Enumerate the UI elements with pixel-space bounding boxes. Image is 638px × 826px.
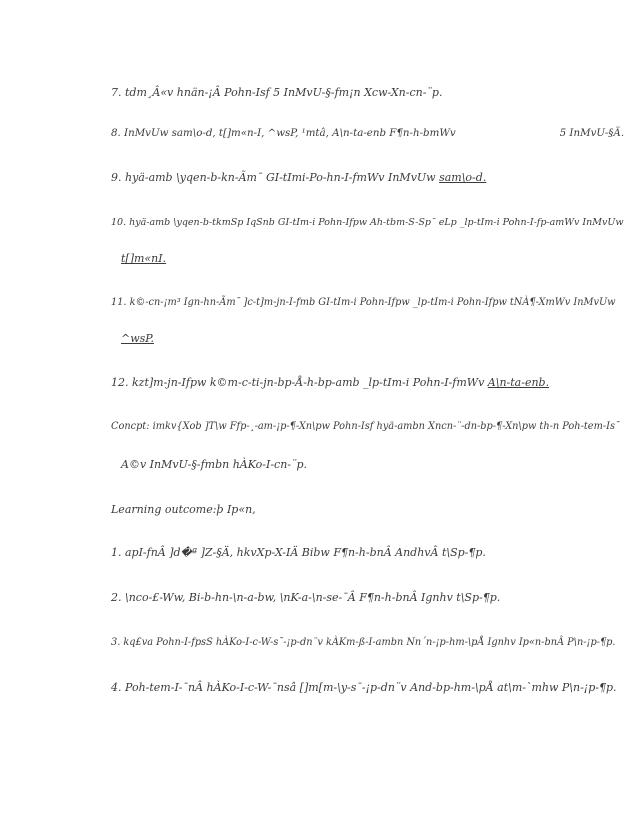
item-8-tail: 5 InMvU-§Ä. — [559, 127, 625, 139]
item-10: 10. hyä-amb \yqen-b-tkmSp IqSnb GI-tIm-i Pohn-Ifpw Ah-tbm-S-Sp¯ eLp _lp-tIm-i Pohn-I-fp-amWv InMvUw — [111, 217, 624, 228]
outcome-3: 3. kq£va Pohn-I-fpsS hÀKo-I-c-W-s¯-¡p-dn¨v kÀKm-ß-I-ambn Nn´n-¡p-hm-\pÅ Ignhv Ip«n-bnÂ P\n-¡p-¶p. — [111, 637, 616, 648]
outcome-2: 2. \nco-£-Ww, Bi-b-hn-\n-a-bw, \nK-a-\n-se-¯Â F¶n-h-bnÂ Ignhv t\Sp-¶p. — [111, 591, 501, 604]
outcome-1: 1. apI-fnÂ ]d�ª ]Z-§Ä, hkvXp-X-IÄ Bibw F¶n-h-bnÂ AndhvÂ t\Sp-¶p. — [111, 546, 486, 559]
outcome-4: 4. Poh-tem-I-¯nÂ hÀKo-I-c-W-¯nsâ []m[m-\y-s¯-¡p-dn¨v And-bp-hm-\pÅ at\m-`mhw P\n-¡p-¶p. — [111, 681, 617, 694]
item-11-term: ^wsP. — [121, 332, 154, 345]
item-9-text: 9. hyä-amb \yqen-b-kn-Ãm¯ GI-tImi-Po-hn-I-fmWv InMvUw — [111, 171, 440, 184]
concept-line-1: Concpt: imkv{Xob ]T\w Ffp-¸-am-¡p-¶-Xn\pw Pohn-Isf hyä-ambn Xncn-¨-dn-bp-¶-Xn\pw th-n Poh-tem-Is¯ — [111, 421, 620, 432]
item-12-term: A\n-ta-enb. — [487, 376, 550, 389]
item-8 — [111, 126, 624, 140]
learning-outcome-heading: Learning outcome:þ Ip«n, — [111, 503, 256, 516]
item-12-text: 12. kzt]m-jn-Ifpw k©m-c-ti-jn-bp-Å-h-bp-amb _lp-tIm-i Pohn-I-fmWv — [111, 376, 488, 389]
item-11: 11. k©-cn-¡m³ Ign-hn-Ãm¯ ]c-t]m-jn-I-fmb GI-tIm-i Pohn-Ifpw _lp-tIm-i Pohn-Ifpw tNÀ¶-XmWv InMvUw — [111, 297, 616, 308]
item-8-text: 8. InMvUw sam\o-d, t[]m«n-I, ^wsP, ¹mtâ, A\n-ta-enb F¶n-h-bmWv — [111, 127, 456, 139]
concept-line-2: A©v InMvU-§-fmbn hÀKo-I-cn-¨p. — [121, 458, 308, 471]
item-12 — [111, 376, 549, 390]
item-9-term: sam\o-d. — [439, 171, 487, 184]
item-9 — [111, 171, 486, 185]
item-7: 7. tdm¸Â«v hnän-¡Â Pohn-Isf 5 InMvU-§-fm¡n Xcw-Xn-cn-¨p. — [111, 86, 443, 99]
item-10-term: t[]m«nI. — [121, 252, 167, 265]
